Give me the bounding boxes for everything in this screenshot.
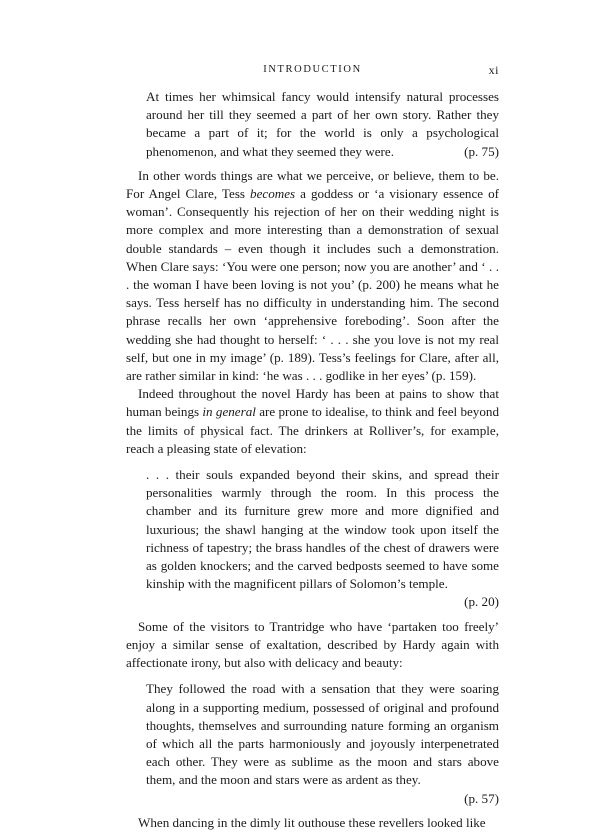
running-head-title: INTRODUCTION	[263, 64, 362, 75]
block-quote	[146, 88, 499, 161]
paragraph: When dancing in the dimly lit outhouse these revellers looked like	[138, 814, 486, 830]
body-text	[126, 88, 499, 832]
quote-text: They followed the road with a sensation that they were soaring along in a supporting medium, possessed of original and profound thoughts, themselves and surrounding nature forming an organism of which all the parts harmoniously and joyously interpenetrated each other. They were as sublime as the moon and stars above them, and the moon and stars were as ardent as they.	[146, 681, 499, 788]
running-head	[126, 64, 499, 82]
page-number: xi	[488, 63, 499, 77]
paragraph: Indeed throughout the novel Hardy has been at pains to show that human beings in general are prone to idealise, to think and feel beyond the limits of physical fact. The drinkers at Rolliver’s, for example, reach a pleasing state of elevation:	[126, 386, 499, 456]
paragraph: Some of the visitors to Trantridge who have ‘partaken too freely’ enjoy a similar sense of exaltation, described by Hardy again with affectionate irony, but also with delicacy and beauty:	[126, 618, 499, 671]
emphasis: in general	[202, 404, 256, 420]
page-reference: (p. 57)	[464, 790, 499, 806]
emphasis: becomes	[250, 186, 296, 202]
block-quote	[146, 680, 499, 807]
book-page	[126, 64, 499, 832]
block-quote	[146, 466, 499, 612]
paragraph: In other words things are what we perceive, or believe, them to be. For Angel Clare, Tess becomes a goddess or ‘a visionary essence of woman’. Consequently his rejection of her on their wedding night is more complex and more interesting than a demonstration of sexual double standards – even though it includes such a demonstration. When Clare says: ‘You were one person; now you are another’ and ‘ . . . the woman I have been loving is not you’ (p. 200) he means what he says. Tess herself has no difficulty in understanding him. The second phrase recalls her own ‘apprehensive foreboding’. Soon after the wedding she had thought to herself: ‘ . . . she you love is not my real self, but one in my image’ (p. 189). Tess’s feelings for Clare, after all, are rather similar in kind: ‘he was . . . godlike in her eyes’ (p. 159).	[126, 167, 499, 384]
quote-text: . . . their souls expanded beyond their skins, and spread their personalities warmly through the room. In this process the chamber and its furniture grew more and more dignified and luxurious; the shawl hanging at the window took upon itself the richness of tapestry; the brass handles of the chest of drawers were as golden knockers; and the carved bedposts seemed to have some kinship with the magnificent pillars of Solomon’s temple.	[146, 467, 499, 592]
page-reference: (p. 75)	[464, 143, 499, 159]
page-reference: (p. 20)	[464, 594, 499, 610]
quote-text: At times her whimsical fancy would intensify natural processes around her till they seemed a part of her own story. Rather they became a part of it; for the world is only a psychological phenomenon, and what they seemed they were. (p. 75)	[146, 88, 499, 161]
